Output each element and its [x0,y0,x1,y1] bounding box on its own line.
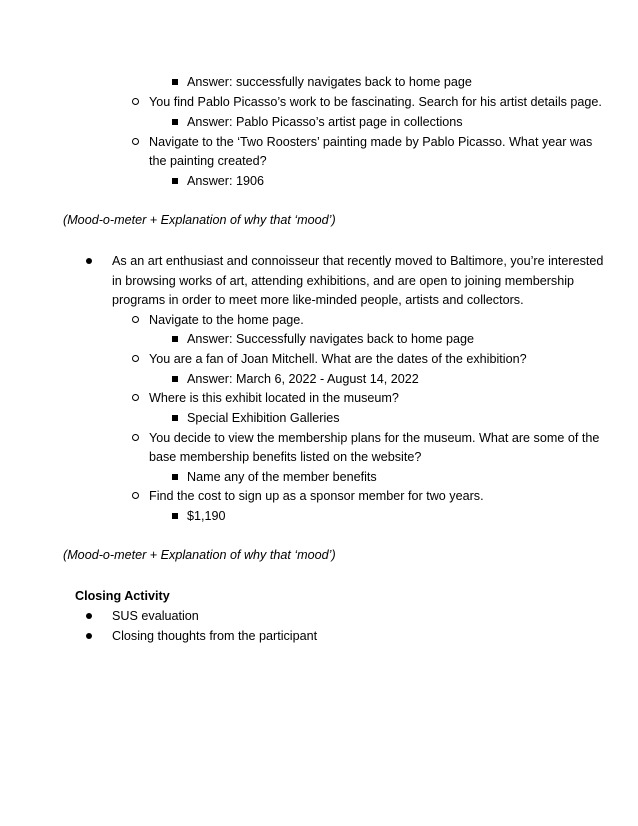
scenario-text-continued: programs in order to meet more like-minded people, artists and collectors. [112,293,524,307]
circle-bullet-icon [130,351,140,367]
mood-note: (Mood-o-meter + Explanation of why that ‘mood’) [63,548,336,562]
circle-bullet-icon [130,134,140,150]
answer-text: Answer: 1906 [187,174,265,188]
answer-text: Answer: successfully navigates back to home page [187,75,472,89]
task-text: You decide to view the membership plans for the museum. What are some of the [149,431,600,445]
task-text: You are a fan of Joan Mitchell. What are the dates of the exhibition? [149,352,527,366]
answer-text: Name any of the member benefits [187,470,377,484]
task-text: Navigate to the ‘Two Roosters’ painting made by Pablo Picasso. What year was [149,135,593,149]
circle-bullet-icon [130,488,140,504]
task-text: Navigate to the home page. [149,313,304,327]
circle-bullet-icon [130,94,140,110]
square-bullet-icon [170,371,180,387]
task-text: Where is this exhibit located in the museum? [149,391,399,405]
answer-text: $1,190 [187,509,226,523]
scenario-text-continued: in browsing works of art, attending exhibitions, and are open to joining membership [112,274,575,288]
disc-bullet-icon [84,628,94,644]
answer-text: Answer: March 6, 2022 - August 14, 2022 [187,372,419,386]
square-bullet-icon [170,74,180,90]
disc-bullet-icon [84,253,94,269]
square-bullet-icon [170,331,180,347]
circle-bullet-icon [130,430,140,446]
task-text-continued: the painting created? [149,154,267,168]
mood-note: (Mood-o-meter + Explanation of why that ‘mood’) [63,213,336,227]
scenario-text: As an art enthusiast and connoisseur that recently moved to Baltimore, you’re interested [112,254,604,268]
task-text: Find the cost to sign up as a sponsor member for two years. [149,489,484,503]
square-bullet-icon [170,410,180,426]
closing-item: SUS evaluation [112,609,199,623]
closing-item: Closing thoughts from the participant [112,629,318,643]
circle-bullet-icon [130,390,140,406]
task-text-continued: base membership benefits listed on the website? [149,450,422,464]
answer-text: Answer: Successfully navigates back to home page [187,332,475,346]
answer-text: Special Exhibition Galleries [187,411,340,425]
closing-heading: Closing Activity [75,589,170,603]
disc-bullet-icon [84,608,94,624]
task-text: You find Pablo Picasso’s work to be fascinating. Search for his artist details page. [149,95,602,109]
answer-text: Answer: Pablo Picasso’s artist page in collections [187,115,463,129]
square-bullet-icon [170,508,180,524]
square-bullet-icon [170,114,180,130]
square-bullet-icon [170,469,180,485]
circle-bullet-icon [130,312,140,328]
square-bullet-icon [170,173,180,189]
